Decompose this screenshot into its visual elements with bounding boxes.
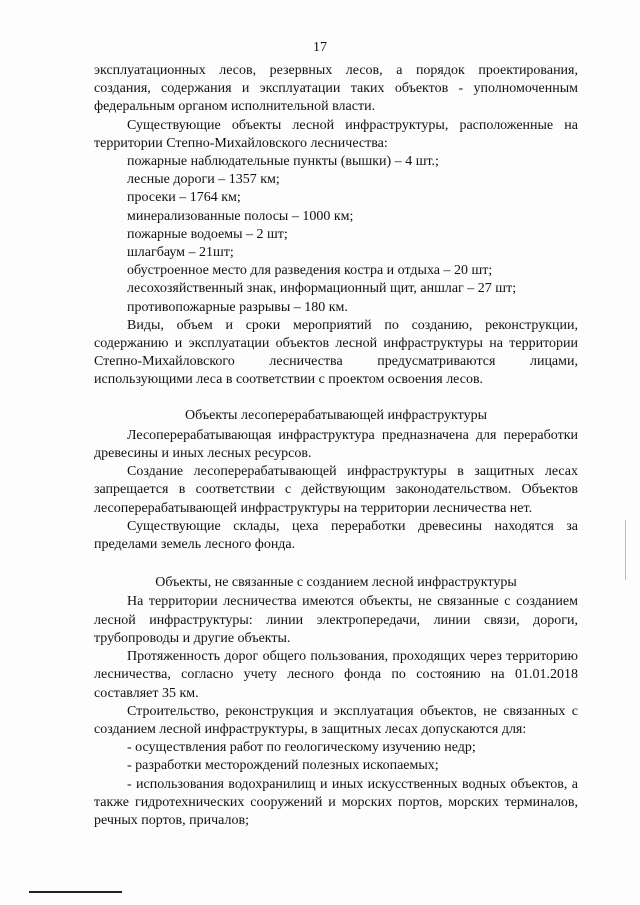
infrastructure-closing-paragraph: Виды, объем и сроки мероприятий по созданию, реконструкции, содержанию и эксплуатации объектов лесной инфраструктуры на территории Степно-Михайловского лесничества предусматриваются лицами, использующими леса в соответствии с проектом освоения лесов. — [94, 317, 578, 388]
page-number: 17 — [313, 40, 327, 55]
list-item: обустроенное место для разведения костра и отдыха – 20 шт; — [127, 263, 493, 279]
existing-infrastructure-intro: Существующие объекты лесной инфраструктуры, расположенные на территории Степно-Михайловского лесничества: — [94, 117, 578, 151]
section-heading-wood-processing: Объекты лесоперерабатывающей инфраструктуры — [184, 407, 487, 423]
list-item: просеки – 1764 км; — [127, 190, 241, 206]
footer-rule — [29, 891, 122, 893]
list-item: - разработки месторождений полезных ископаемых; — [127, 758, 439, 774]
infrastructure-list — [94, 153, 578, 317]
permitted-uses-list — [94, 739, 578, 830]
paragraph: Протяженность дорог общего пользования, проходящих через территорию лесничества, согласно учету лесного фонда по состоянию на 01.01.2018 составляет 35 км. — [94, 649, 578, 701]
list-item: лесные дороги – 1357 км; — [127, 172, 280, 188]
list-item: шлагбаум – 21шт; — [127, 245, 234, 261]
paragraph: Лесоперерабатывающая инфраструктура предназначена для переработки древесины и иных лесных ресурсов. — [94, 427, 578, 462]
list-item: пожарные наблюдательные пункты (вышки) – 4 шт.; — [127, 154, 439, 170]
paragraph: Строительство, реконструкция и эксплуатация объектов, не связанных с созданием лесной инфраструктуры, в защитных лесах допускаются для: — [94, 703, 578, 737]
list-item: лесохозяйственный знак, информационный щит, аншлаг – 27 шт; — [127, 281, 517, 297]
list-item: минерализованные полосы – 1000 км; — [127, 208, 354, 224]
list-item: - осуществления работ по геологическому изучению недр; — [127, 740, 476, 756]
section-heading-non-infrastructure: Объекты, не связанные с созданием лесной инфраструктуры — [155, 575, 517, 591]
list-item: пожарные водоемы – 2 шт; — [127, 226, 288, 242]
intro-line: федеральным органом исполнительной власти. — [94, 99, 376, 115]
intro-line: эксплуатационных лесов, резервных лесов, а порядок проектирования, — [94, 63, 578, 78]
scan-margin-mark — [625, 520, 626, 580]
paragraph: Создание лесоперерабатывающей инфраструктуры в защитных лесах запрещается в соответствии с действующим законодательством. Объектов лесоперерабатывающей инфраструктуры на территории лесничества нет. — [94, 464, 578, 516]
paragraph: Существующие склады, цеха переработки древесины находятся за пределами земель лесного фонда. — [94, 518, 578, 553]
list-item: - использования водохранилищ и иных искусственных водных объектов, а также гидротехнических сооружений и морских портов, морских терминалов, речных портов, причалов; — [94, 776, 578, 828]
page-content — [94, 62, 578, 830]
paragraph: На территории лесничества имеются объекты, не связанные с созданием лесной инфраструктуры: линии электропередачи, линии связи, дороги, трубопроводы и другие объекты. — [94, 594, 578, 646]
intro-line: создания, содержания и эксплуатации таких объектов - уполномоченным — [94, 81, 578, 97]
list-item: противопожарные разрывы – 180 км. — [127, 299, 348, 315]
